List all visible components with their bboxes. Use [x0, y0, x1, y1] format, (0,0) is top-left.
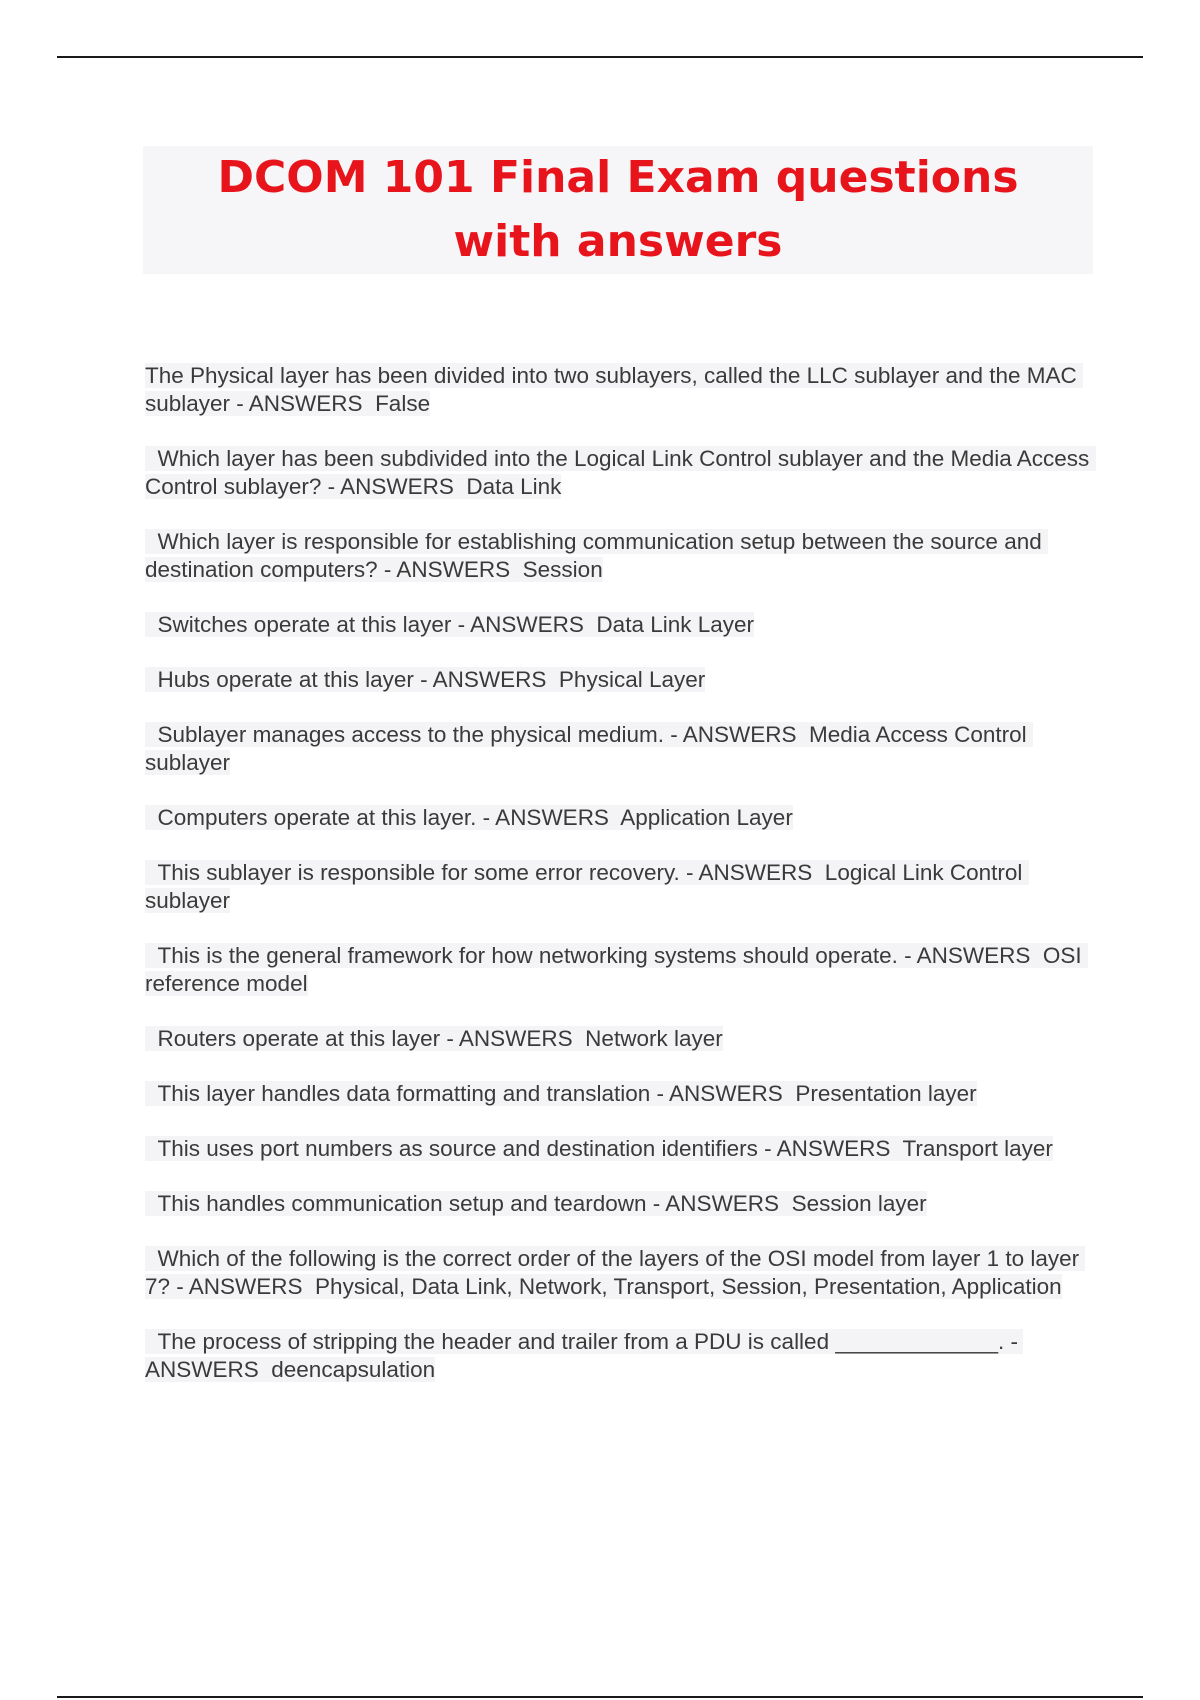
- qa-item: [145, 445, 1100, 501]
- qa-item: [145, 804, 1100, 832]
- qa-item: [145, 1245, 1100, 1301]
- qa-item: [145, 1190, 1100, 1218]
- qa-text: Sublayer manages access to the physical medium. - ANSWERS Media Access Control sublayer: [145, 722, 1033, 775]
- qa-item: [145, 528, 1100, 584]
- qa-text: This is the general framework for how networking systems should operate. - ANSWERS OSI reference model: [145, 943, 1088, 996]
- qa-text: Which of the following is the correct order of the layers of the OSI model from layer 1 to layer 7? - ANSWERS Physical, Data Link, Network, Transport, Session, Presentation, Application: [145, 1246, 1086, 1299]
- qa-item: [145, 1080, 1100, 1108]
- qa-text: The Physical layer has been divided into two sublayers, called the LLC sublayer and the MAC sublayer - ANSWERS False: [145, 363, 1084, 416]
- qa-item: [145, 1135, 1100, 1163]
- qa-text: This uses port numbers as source and destination identifiers - ANSWERS Transport layer: [145, 1136, 1053, 1161]
- qa-text: Routers operate at this layer - ANSWERS Network layer: [145, 1026, 723, 1051]
- qa-text: This sublayer is responsible for some error recovery. - ANSWERS Logical Link Control sublayer: [145, 860, 1029, 913]
- qa-text: Which layer is responsible for establishing communication setup between the source and destination computers? - ANSWERS Session: [145, 529, 1049, 582]
- qa-text: Computers operate at this layer. - ANSWERS Application Layer: [145, 805, 793, 830]
- qa-list: [145, 362, 1100, 1411]
- qa-text: Hubs operate at this layer - ANSWERS Physical Layer: [145, 667, 706, 692]
- qa-item: [145, 721, 1100, 777]
- title-banner: [143, 146, 1093, 274]
- qa-item: [145, 942, 1100, 998]
- qa-item: [145, 1025, 1100, 1053]
- top-rule: [57, 56, 1143, 58]
- qa-text: This handles communication setup and teardown - ANSWERS Session layer: [145, 1191, 927, 1216]
- qa-text: Which layer has been subdivided into the Logical Link Control sublayer and the Media Access Control sublayer? - ANSWERS Data Link: [145, 446, 1096, 499]
- qa-item: [145, 611, 1100, 639]
- document-title: DCOM 101 Final Exam questions with answers: [217, 152, 1019, 267]
- qa-item: [145, 1328, 1100, 1384]
- qa-text: This layer handles data formatting and translation - ANSWERS Presentation layer: [145, 1081, 977, 1106]
- qa-item: [145, 859, 1100, 915]
- qa-text: Switches operate at this layer - ANSWERS Data Link Layer: [145, 612, 755, 637]
- qa-item: [145, 666, 1100, 694]
- qa-item: [145, 362, 1100, 418]
- bottom-rule: [57, 1696, 1143, 1698]
- qa-text: The process of stripping the header and trailer from a PDU is called _____________. - ANSWERS deencapsulation: [145, 1329, 1024, 1382]
